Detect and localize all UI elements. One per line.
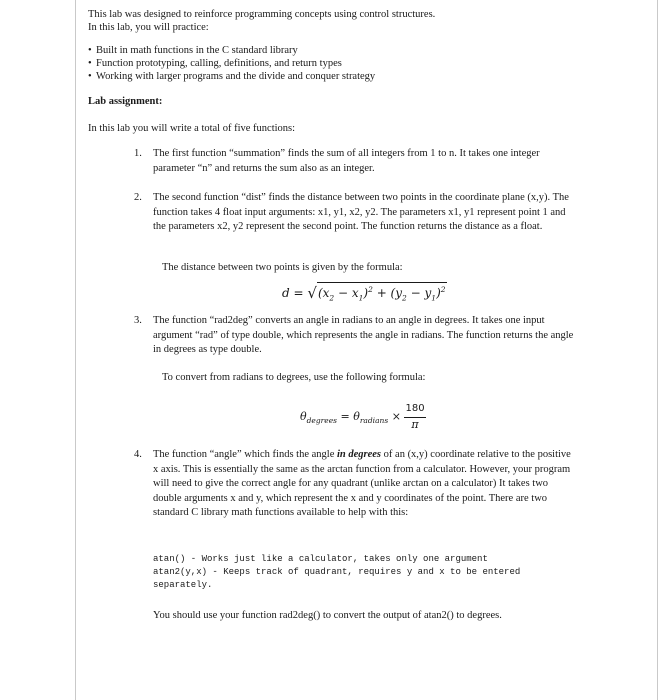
- formula-numerator: 180: [404, 402, 425, 418]
- code-line: separately.: [153, 580, 213, 590]
- intro-line-2: In this lab, you will practice:: [88, 22, 209, 33]
- distance-formula: $d = √(x_2 - x_1)^2 + (y_2 - y_1)^2$: [282, 282, 447, 306]
- intro-line-1: This lab was designed to reinforce programming concepts using control structures.: [88, 9, 436, 20]
- closing-note: You should use your function rad2deg() to convert the output of atan2() to degrees.: [153, 610, 502, 621]
- formula-denominator: π: [411, 417, 419, 431]
- section-heading: Lab assignment:: [88, 96, 163, 107]
- bullet-item: • Built in math functions in the C standard library: [88, 45, 298, 56]
- item-number: 1.: [134, 148, 142, 159]
- formula-intro: To convert from radians to degrees, use the following formula:: [162, 372, 426, 383]
- bullet-item: • Working with larger programs and the divide and conquer strategy: [88, 71, 376, 82]
- item-number: 2.: [134, 192, 142, 203]
- degrees-formula: $\theta_{degrees} = \theta_{radians}$ × $\frac{180}{\pi}$: [300, 403, 425, 431]
- item-4-text: The function “angle” which finds the angle in degrees of an (x,y) coordinate relative to the positive x axis. This is essentially the same as the arctan function from a calculator. However, your program will need to give the correct angle for any quadrant (unlike arctan on a calculator) It takes two double arguments x and y, which represent the x and y coordinates of the point. There are two standard C library math functions available to help with this:: [153, 449, 571, 518]
- item-number: 3.: [134, 315, 142, 326]
- bullet-item: • Function prototyping, calling, definitions, and return types: [88, 58, 342, 69]
- item-3-text: The function “rad2deg” converts an angle in radians to an angle in degrees. It takes one input argument “rad” of type double, which represents the angle in radians. The function returns the angle in degrees as type double.: [153, 315, 574, 355]
- item-number: 4.: [134, 449, 142, 460]
- formula-intro: The distance between two points is given by the formula:: [162, 262, 403, 273]
- assignment-intro: In this lab you will write a total of five functions:: [88, 123, 296, 134]
- item-2-text: The second function “dist” finds the distance between two points in the coordinate plane (x,y). The function takes 4 float input arguments: x1, y1, x2, y2. The parameters x1, y1 represent point 1 and the parameters x2, y2 represent the second point. The function returns the distance as a float.: [153, 192, 569, 232]
- code-line: atan2(y,x) - Keeps track of quadrant, requires y and x to be entered: [153, 567, 521, 577]
- item-1-text: The first function “summation” finds the sum of all integers from 1 to n. It takes one integer parameter “n” and returns the sum also as an integer.: [153, 148, 540, 174]
- code-line: atan() - Works just like a calculator, takes only one argument: [153, 554, 488, 564]
